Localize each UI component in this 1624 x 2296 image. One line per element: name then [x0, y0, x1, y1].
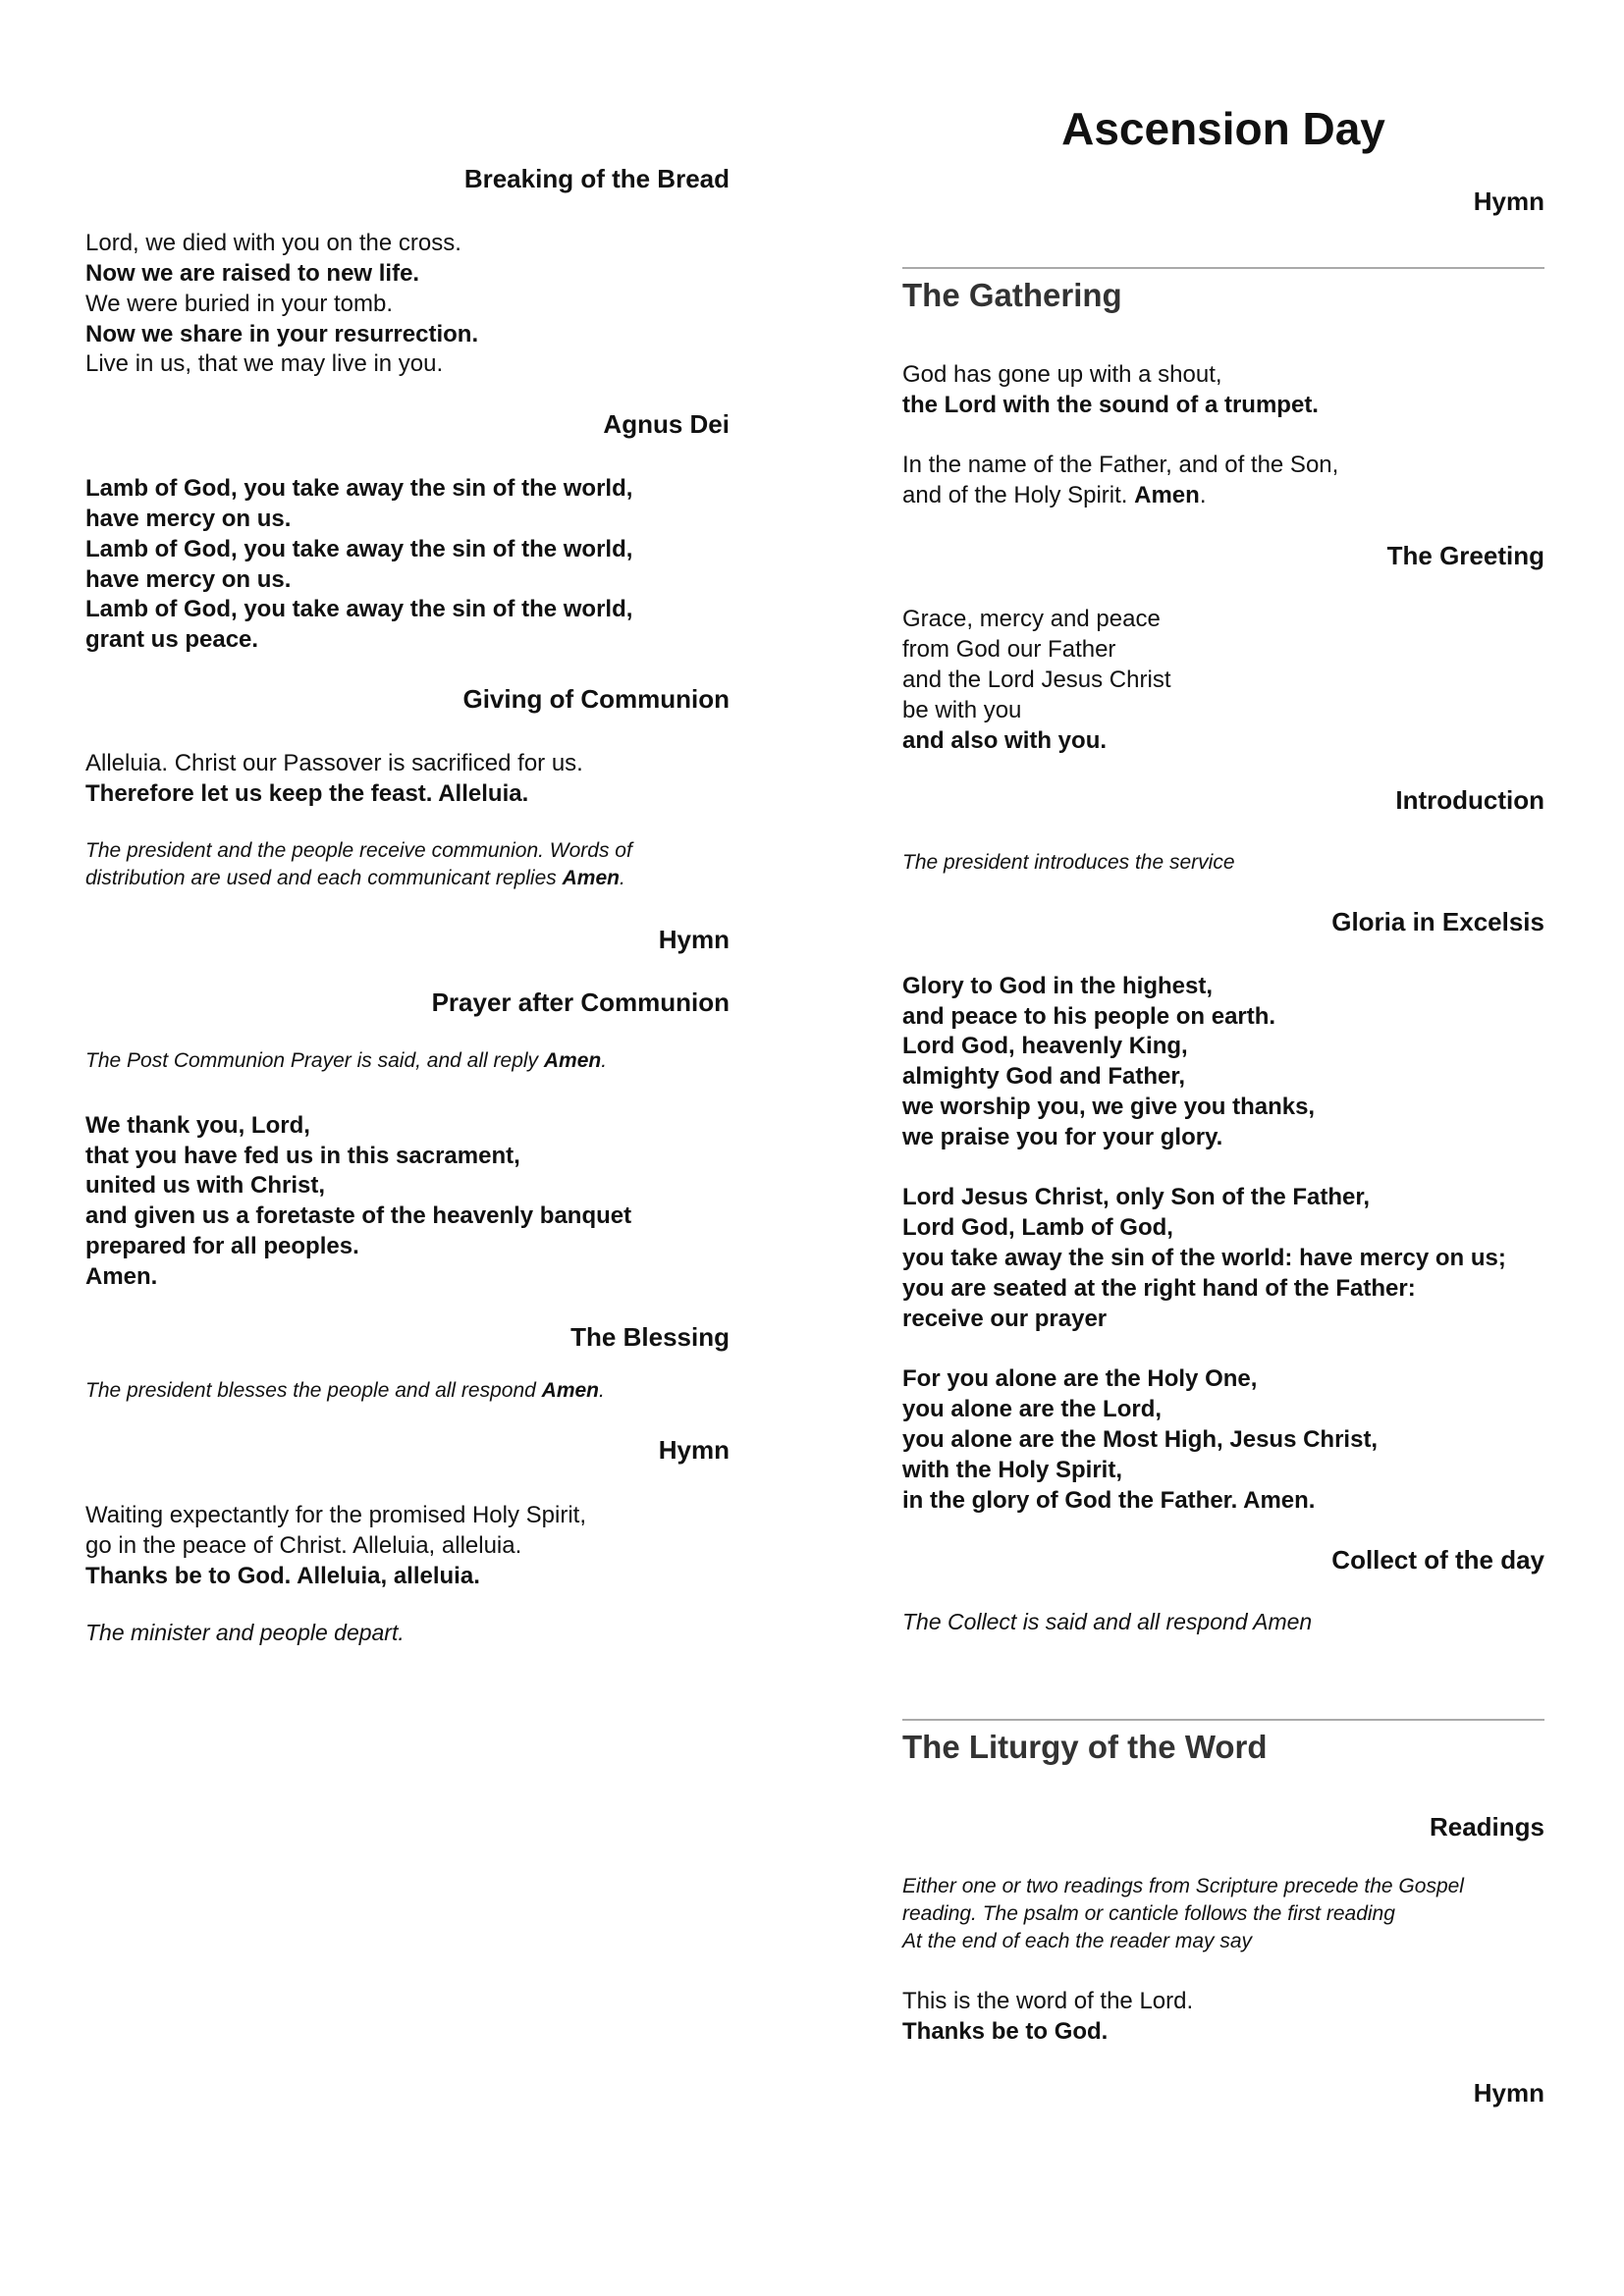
gloria-line: For you alone are the Holy One,	[902, 1365, 1258, 1392]
greeting-line: and the Lord Jesus Christ	[902, 667, 1171, 693]
heading-the-greeting: The Greeting	[1386, 541, 1544, 570]
agnus-line: Lamb of God, you take away the sin of the world,	[85, 536, 633, 562]
gloria-line: you are seated at the right hand of the Father:	[902, 1275, 1416, 1302]
agnus-line: Lamb of God, you take away the sin of the world,	[85, 475, 633, 502]
readings-response: Thanks be to God.	[902, 2018, 1109, 2045]
breaking-response: Now we share in your resurrection.	[85, 321, 479, 347]
heading-collect-of-the-day: Collect of the day	[1331, 1545, 1544, 1575]
gloria-line: you take away the sin of the world: have mercy on us;	[902, 1245, 1506, 1271]
breaking-line: Live in us, that we may live in you.	[85, 350, 444, 377]
dismissal-response: Thanks be to God. Alleluia, alleluia.	[85, 1563, 480, 1589]
breaking-line: We were buried in your tomb.	[85, 291, 394, 317]
greeting-line: be with you	[902, 697, 1022, 723]
section-the-gathering: The Gathering	[902, 277, 1122, 313]
dismissal-line: Waiting expectantly for the promised Holy Spirit,	[85, 1502, 586, 1528]
section-the-liturgy-of-the-word: The Liturgy of the Word	[902, 1729, 1268, 1765]
rubric-text: The president blesses the people and all respond	[85, 1379, 542, 1402]
rubric-amen: Amen	[541, 1379, 600, 1402]
prayer-line: that you have fed us in this sacrament,	[85, 1143, 520, 1169]
gloria-line: we worship you, we give you thanks,	[902, 1094, 1316, 1120]
agnus-line: Lamb of God, you take away the sin of the world,	[85, 596, 633, 622]
prayer-rubric	[85, 1047, 730, 1075]
gloria-line: almighty God and Father,	[902, 1063, 1186, 1090]
section-divider	[902, 267, 1544, 269]
communion-rubric: The president and the people receive communion. Words of	[85, 839, 632, 862]
gloria-line: you alone are the Lord,	[902, 1396, 1163, 1422]
blessing-rubric	[85, 1377, 730, 1405]
rubric-end: .	[601, 1049, 608, 1072]
heading-prayer-after-communion: Prayer after Communion	[431, 988, 730, 1017]
heading-agnus-dei: Agnus Dei	[603, 409, 730, 439]
gloria-line: Lord God, heavenly King,	[902, 1033, 1188, 1059]
dismissal-rubric: The minister and people depart.	[85, 1620, 405, 1645]
gloria-line: with the Holy Spirit,	[902, 1457, 1123, 1483]
breaking-line: Lord, we died with you on the cross.	[85, 230, 461, 256]
communion-response: Therefore let us keep the feast. Alleluia.	[85, 780, 529, 807]
page-title: Ascension Day	[1061, 103, 1385, 154]
greeting-line: Grace, mercy and peace	[902, 606, 1161, 632]
prayer-line: and given us a foretaste of the heavenly banquet	[85, 1202, 632, 1229]
gloria-line: receive our prayer	[902, 1306, 1108, 1332]
gathering-line: In the name of the Father, and of the Son,	[902, 452, 1339, 478]
gloria-line: we praise you for your glory.	[902, 1124, 1223, 1150]
readings-line: This is the word of the Lord.	[902, 1988, 1194, 2014]
gloria-line: you alone are the Most High, Jesus Christ,	[902, 1426, 1379, 1453]
rubric-end: .	[619, 867, 625, 889]
rubric-text: distribution are used and each communicant replies	[85, 867, 563, 889]
rubric-amen: Amen	[543, 1049, 602, 1072]
rubric-amen: Amen	[562, 867, 620, 889]
introduction-rubric: The president introduces the service	[902, 851, 1235, 874]
prayer-line: Amen.	[85, 1263, 158, 1290]
gathering-response: the Lord with the sound of a trumpet.	[902, 392, 1319, 418]
gathering-line	[902, 480, 1544, 510]
heading-giving-of-communion: Giving of Communion	[462, 684, 730, 714]
collect-rubric: The Collect is said and all respond Amen	[902, 1609, 1313, 1634]
heading-hymn: Hymn	[658, 1435, 730, 1465]
agnus-line: have mercy on us.	[85, 566, 292, 593]
gloria-line: Lord Jesus Christ, only Son of the Father,	[902, 1184, 1371, 1210]
dismissal-line: go in the peace of Christ. Alleluia, alleluia.	[85, 1532, 522, 1559]
heading-hymn: Hymn	[1473, 2078, 1544, 2108]
gloria-line: Lord God, Lamb of God,	[902, 1214, 1173, 1241]
gathering-amen: Amen	[1134, 482, 1200, 508]
heading-hymn: Hymn	[1473, 187, 1544, 216]
gloria-line: and peace to his people on earth.	[902, 1003, 1276, 1030]
gathering-end: .	[1199, 482, 1207, 508]
readings-rubric: At the end of each the reader may say	[902, 1930, 1253, 1952]
heading-introduction: Introduction	[1395, 785, 1544, 815]
heading-hymn: Hymn	[658, 925, 730, 954]
agnus-line: have mercy on us.	[85, 506, 292, 532]
prayer-line: We thank you, Lord,	[85, 1112, 310, 1139]
prayer-line: united us with Christ,	[85, 1172, 325, 1199]
heading-breaking-of-the-bread: Breaking of the Bread	[463, 164, 730, 193]
gathering-text: and of the Holy Spirit.	[902, 482, 1135, 508]
gloria-line: Glory to God in the highest,	[902, 973, 1213, 999]
agnus-line: grant us peace.	[85, 626, 259, 653]
heading-the-blessing: The Blessing	[570, 1322, 730, 1352]
rubric-end: .	[599, 1379, 605, 1402]
gloria-line: in the glory of God the Father. Amen.	[902, 1487, 1316, 1514]
section-divider	[902, 1719, 1544, 1721]
readings-rubric: reading. The psalm or canticle follows the first reading	[902, 1902, 1395, 1925]
greeting-response: and also with you.	[902, 727, 1108, 754]
rubric-text: The Post Communion Prayer is said, and all reply	[85, 1049, 544, 1072]
prayer-line: prepared for all peoples.	[85, 1233, 359, 1259]
communion-rubric	[85, 865, 730, 892]
communion-line: Alleluia. Christ our Passover is sacrificed for us.	[85, 750, 583, 776]
greeting-line: from God our Father	[902, 636, 1116, 663]
heading-gloria-in-excelsis: Gloria in Excelsis	[1331, 907, 1544, 936]
readings-rubric: Either one or two readings from Scripture precede the Gospel	[902, 1875, 1464, 1897]
gathering-line: God has gone up with a shout,	[902, 361, 1222, 388]
heading-readings: Readings	[1429, 1812, 1544, 1842]
breaking-response: Now we are raised to new life.	[85, 260, 420, 287]
